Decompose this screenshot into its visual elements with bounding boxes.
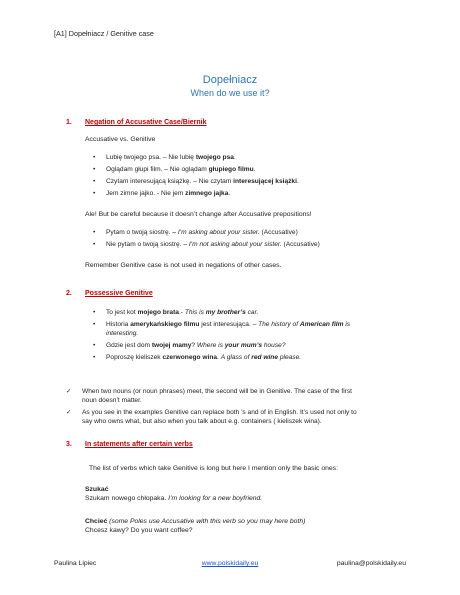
section-1-remember: Remember Genitive case is not used in negations of other cases. [85,262,282,269]
list-item: • Lubię twojego psa. – Nie lubię twojego psa. [106,154,406,163]
section-1-intro: Accusative vs. Genitive [85,136,156,143]
list-item: • To jest kot mojego brata.- This is my brother’s car. [106,309,406,318]
verb-szukac: Szukać [85,486,109,493]
footer-email: paulina@polskidaily.eu [336,560,406,567]
page-subtitle: When do we use it? [190,88,270,98]
section-1-note: Ale! But be careful because it doesn’t change after Accusative prepositions! [85,211,312,218]
section-1-heading [66,119,207,126]
check-note: ✓ When two nouns (or noun phrases) meet, the second will be in Genitive. The case of the first noun doesn’t matter. [66,388,352,404]
section-3-intro: The list of verbs which take Genitive is long but here I mention only the basic ones: [89,465,338,472]
header-text: [A1] Dopełniacz / Genitive case [54,29,154,38]
website-link[interactable]: www.polskidaily.eu [201,560,259,567]
list-item: • Czytam interesującą książkę. – Nie czytam interesującej książki. [106,178,406,187]
section-3-label: In statements after certain verbs [85,441,193,448]
check-note: ✓ As you see in the examples Genitive can replace both ’s and of in English. It’s used not only to say who owns what, but also when you talk about e.g. containers ( kieliszek wina). [66,409,357,425]
list-item: • Historia amerykańskiego filmu jest interesująca. – The history of American film is interesting. [106,321,406,338]
footer-author: Paulina Lipiec [54,560,97,567]
list-item: • Poproszę kieliszek czerwonego wina. A glass of red wine please. [106,354,406,363]
checkmark-icon: ✓ [66,388,72,395]
verb-szukac-example: Szukam nowego chłopaka. I’m looking for a new boyfriend. [85,495,263,502]
list-item: • Pytam o twoją siostrę. – I’m asking about your sister. (Accusative) [106,229,406,238]
checkmark-icon: ✓ [66,409,72,416]
list-item: • Jem zimne jajko. - Nie jem zimnego jajka. [106,190,406,199]
verb-chciec-example: Chcesz kawy? Do you want coffee? [85,527,193,534]
list-item: • Gdzie jest dom twojej mamy? Where is your mum’s house? [106,342,406,351]
section-2-number: 2. [66,290,72,297]
page-title: Dopełniacz [202,74,258,86]
section-2-heading [66,290,153,297]
list-item: • Oglądam głupi film. – Nie oglądam głupiego filmu. [106,166,406,175]
section-1-number: 1. [66,119,72,126]
section-1-label: Negation of Accusative Case/Biernik [85,119,207,126]
section-3-number: 3. [66,441,72,448]
section-2-label: Possessive Genitive [85,290,153,297]
list-item: • Nie pytam o twoją siostrę. – I’m not asking about your sister. (Accusative) [106,241,406,250]
section-3-heading [66,441,193,448]
verb-chciec: Chcieć (some Poles use Accusative with this verb so you may here both) [85,518,306,525]
